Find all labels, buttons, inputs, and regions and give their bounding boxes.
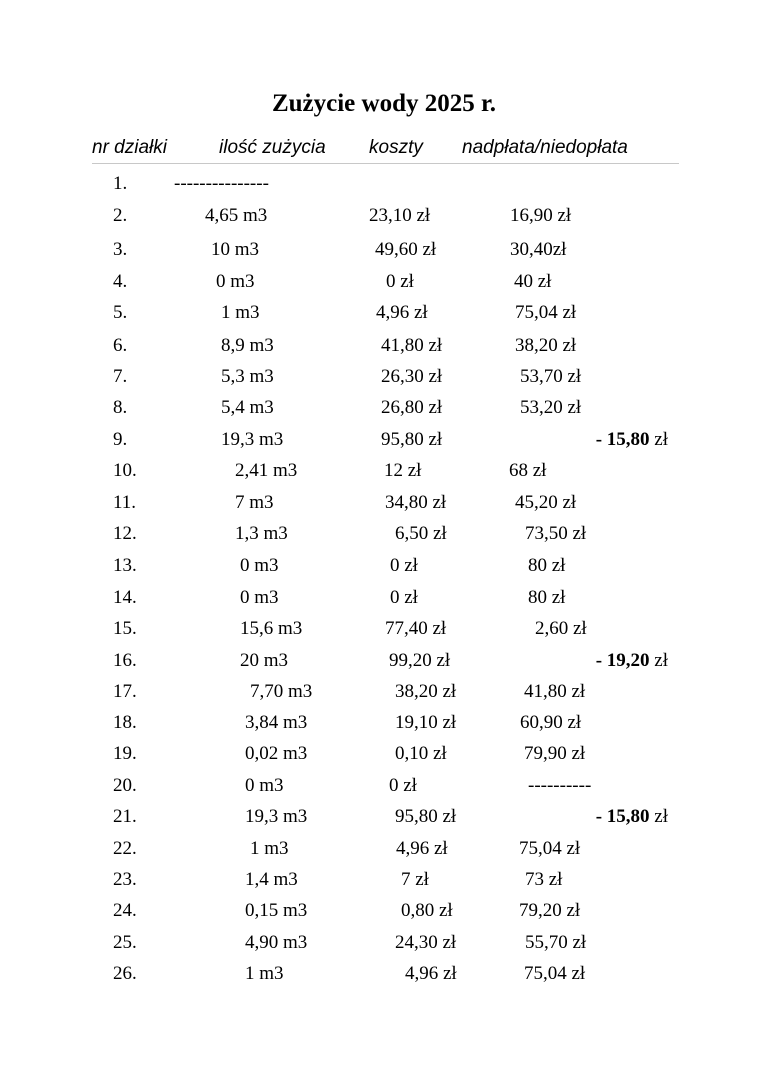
underpayment-amount: - 19,20 bbox=[595, 650, 650, 671]
usage-value: 7,70 m3 bbox=[250, 681, 313, 702]
balance-value: 41,80 zł bbox=[524, 681, 586, 702]
usage-value: 19,3 m3 bbox=[245, 806, 308, 827]
balance-value: 16,90 zł bbox=[510, 205, 572, 226]
cost-value: 6,50 zł bbox=[395, 523, 447, 544]
row-number: 13. bbox=[113, 555, 137, 576]
cost-value: 38,20 zł bbox=[395, 681, 457, 702]
usage-value: 5,4 m3 bbox=[221, 397, 274, 418]
balance-value: 75,04 zł bbox=[524, 963, 586, 984]
cost-value: 12 zł bbox=[384, 460, 422, 481]
row-number: 15. bbox=[113, 618, 137, 639]
cost-value: 41,80 zł bbox=[381, 335, 443, 356]
balance-value: 53,70 zł bbox=[520, 366, 582, 387]
usage-value: 8,9 m3 bbox=[221, 335, 274, 356]
balance-value: ---------- bbox=[528, 775, 592, 796]
cost-value: 0,80 zł bbox=[401, 900, 453, 921]
header-usage: ilość zużycia bbox=[219, 137, 326, 158]
cost-value: 0 zł bbox=[389, 775, 417, 796]
underpayment-value bbox=[596, 650, 668, 672]
row-number: 18. bbox=[113, 712, 137, 733]
row-number: 3. bbox=[113, 239, 128, 260]
cost-value: 4,96 zł bbox=[405, 963, 457, 984]
usage-value: 0 m3 bbox=[240, 587, 279, 608]
row-number: 4. bbox=[113, 271, 128, 292]
cost-value: 95,80 zł bbox=[381, 429, 443, 450]
balance-value: 75,04 zł bbox=[519, 838, 581, 859]
header-balance: nadpłata/niedopłata bbox=[462, 137, 628, 158]
usage-value: 19,3 m3 bbox=[221, 429, 284, 450]
cost-value: 49,60 zł bbox=[375, 239, 437, 260]
usage-value: 1 m3 bbox=[221, 302, 260, 323]
underpayment-unit: zł bbox=[649, 650, 668, 671]
row-number: 8. bbox=[113, 397, 128, 418]
row-number: 14. bbox=[113, 587, 137, 608]
usage-value: 0 m3 bbox=[216, 271, 255, 292]
row-number: 23. bbox=[113, 869, 137, 890]
balance-value: 53,20 zł bbox=[520, 397, 582, 418]
usage-value: 10 m3 bbox=[211, 239, 260, 260]
cost-value: 0 zł bbox=[390, 587, 418, 608]
cost-value: 0,10 zł bbox=[395, 743, 447, 764]
row-number: 6. bbox=[113, 335, 128, 356]
row-number: 9. bbox=[113, 429, 128, 450]
row-number: 5. bbox=[113, 302, 128, 323]
row-number: 22. bbox=[113, 838, 137, 859]
usage-value: 3,84 m3 bbox=[245, 712, 308, 733]
usage-value: 0 m3 bbox=[245, 775, 284, 796]
balance-value: 38,20 zł bbox=[515, 335, 577, 356]
cost-value: 7 zł bbox=[401, 869, 429, 890]
cost-value: 34,80 zł bbox=[385, 492, 447, 513]
balance-value: 80 zł bbox=[528, 587, 566, 608]
balance-value: 40 zł bbox=[514, 271, 552, 292]
cost-value: 95,80 zł bbox=[395, 806, 457, 827]
usage-value: 20 m3 bbox=[240, 650, 289, 671]
cost-value: 26,80 zł bbox=[381, 397, 443, 418]
row-number: 10. bbox=[113, 460, 137, 481]
usage-value: 2,41 m3 bbox=[235, 460, 298, 481]
usage-value: 4,90 m3 bbox=[245, 932, 308, 953]
cost-value: 23,10 zł bbox=[369, 205, 431, 226]
cost-value: 77,40 zł bbox=[385, 618, 447, 639]
usage-value: 4,65 m3 bbox=[205, 205, 268, 226]
cost-value: 0 zł bbox=[390, 555, 418, 576]
header-plot-number: nr działki bbox=[92, 137, 167, 158]
cost-value: 4,96 zł bbox=[396, 838, 448, 859]
balance-value: 79,20 zł bbox=[519, 900, 581, 921]
cost-value: 4,96 zł bbox=[376, 302, 428, 323]
usage-value: 0,02 m3 bbox=[245, 743, 308, 764]
row-number: 21. bbox=[113, 806, 137, 827]
usage-value: 1 m3 bbox=[250, 838, 289, 859]
row-number: 19. bbox=[113, 743, 137, 764]
balance-value: 30,40zł bbox=[510, 239, 567, 260]
usage-value: 0 m3 bbox=[240, 555, 279, 576]
usage-value: 5,3 m3 bbox=[221, 366, 274, 387]
row-number: 16. bbox=[113, 650, 137, 671]
balance-value: 68 zł bbox=[509, 460, 547, 481]
balance-value: 73,50 zł bbox=[525, 523, 587, 544]
underpayment-amount: - 15,80 bbox=[595, 806, 650, 827]
row-number: 11. bbox=[113, 492, 137, 513]
cost-value: 24,30 zł bbox=[395, 932, 457, 953]
row-number: 24. bbox=[113, 900, 137, 921]
row-number: 2. bbox=[113, 205, 128, 226]
usage-value: 1 m3 bbox=[245, 963, 284, 984]
underpayment-unit: zł bbox=[649, 429, 668, 450]
usage-value: 7 m3 bbox=[235, 492, 274, 513]
page-title: Zużycie wody 2025 r. bbox=[271, 90, 497, 117]
row-number: 1. bbox=[113, 173, 128, 194]
balance-value: 55,70 zł bbox=[525, 932, 587, 953]
cost-value: 0 zł bbox=[386, 271, 414, 292]
row-number: 12. bbox=[113, 523, 137, 544]
balance-value: 80 zł bbox=[528, 555, 566, 576]
balance-value: 75,04 zł bbox=[515, 302, 577, 323]
balance-value: 79,90 zł bbox=[524, 743, 586, 764]
underpayment-unit: zł bbox=[649, 806, 668, 827]
underpayment-value bbox=[596, 806, 668, 828]
balance-value: 60,90 zł bbox=[520, 712, 582, 733]
cost-value: 99,20 zł bbox=[389, 650, 451, 671]
underpayment-amount: - 15,80 bbox=[595, 429, 650, 450]
usage-value: --------------- bbox=[174, 173, 269, 194]
usage-value: 0,15 m3 bbox=[245, 900, 308, 921]
balance-value: 73 zł bbox=[525, 869, 563, 890]
underpayment-value bbox=[596, 429, 668, 451]
row-number: 20. bbox=[113, 775, 137, 796]
row-number: 26. bbox=[113, 963, 137, 984]
header-cost: koszty bbox=[369, 137, 423, 158]
cost-value: 26,30 zł bbox=[381, 366, 443, 387]
usage-value: 15,6 m3 bbox=[240, 618, 303, 639]
row-number: 25. bbox=[113, 932, 137, 953]
balance-value: 45,20 zł bbox=[515, 492, 577, 513]
usage-value: 1,4 m3 bbox=[245, 869, 298, 890]
balance-value: 2,60 zł bbox=[535, 618, 587, 639]
row-number: 17. bbox=[113, 681, 137, 702]
cost-value: 19,10 zł bbox=[395, 712, 457, 733]
usage-value: 1,3 m3 bbox=[235, 523, 288, 544]
row-number: 7. bbox=[113, 366, 128, 387]
